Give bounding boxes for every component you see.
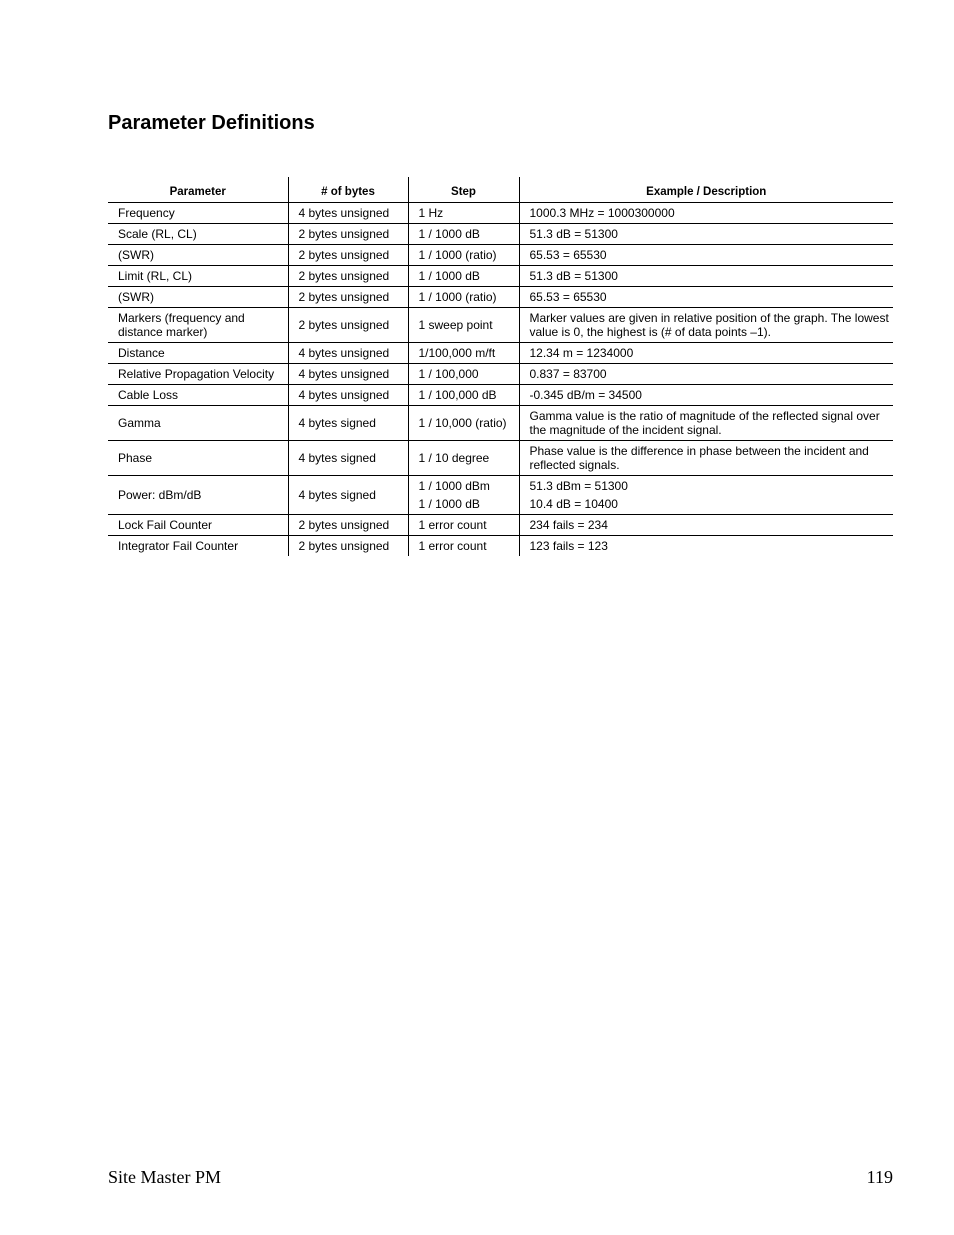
cell-example: 12.34 m = 1234000 [519, 343, 893, 364]
page-title: Parameter Definitions [108, 112, 315, 134]
table-row [108, 364, 893, 385]
cell-step: 1 sweep point [408, 308, 519, 343]
table-row [108, 406, 893, 441]
cell-step: 1 / 1000 (ratio) [408, 245, 519, 266]
header-step: Step [408, 177, 519, 203]
footer-document-title: Site Master PM [108, 1167, 222, 1187]
table-row [108, 287, 893, 308]
step-line-db: 1 / 1000 dB [418, 497, 480, 511]
cell-step: 1 / 1000 (ratio) [408, 287, 519, 308]
cell-example: Gamma value is the ratio of magnitude of the reflected signal over the magnitude of the incident signal. [519, 406, 893, 441]
cell-example: 65.53 = 65530 [519, 287, 893, 308]
cell-bytes: 4 bytes unsigned [288, 343, 408, 364]
example-line-db: 10.4 dB = 10400 [529, 497, 618, 511]
cell-example: 51.3 dB = 51300 [519, 266, 893, 287]
cell-step: 1 / 1000 dB [408, 266, 519, 287]
cell-example: 51.3 dB = 51300 [519, 224, 893, 245]
cell-step: 1 / 10,000 (ratio) [408, 406, 519, 441]
cell-bytes: 2 bytes unsigned [288, 287, 408, 308]
example-line-dbm: 51.3 dBm = 51300 [529, 479, 628, 493]
cell-parameter: Frequency [108, 203, 288, 224]
header-parameter: Parameter [108, 177, 288, 203]
cell-parameter: Limit (RL, CL) [108, 266, 288, 287]
cell-parameter: Integrator Fail Counter [118, 539, 239, 553]
cell-step: 1 / 100,000 [408, 364, 519, 385]
cell-parameter: Scale (RL, CL) [108, 224, 288, 245]
cell-parameter: (SWR) [108, 245, 288, 266]
table-row [108, 476, 893, 515]
table-row [108, 536, 893, 557]
cell-parameter: (SWR) [108, 287, 288, 308]
cell-parameter: Markers (frequency and distance marker) [108, 308, 288, 343]
cell-bytes: 4 bytes signed [288, 441, 408, 476]
cell-bytes: 2 bytes unsigned [288, 245, 408, 266]
cell-example: -0.345 dB/m = 34500 [519, 385, 893, 406]
table-row [108, 441, 893, 476]
cell-parameter: Lock Fail Counter [108, 515, 288, 536]
cell-bytes: 2 bytes unsigned [288, 224, 408, 245]
cell-parameter: Gamma [108, 406, 288, 441]
cell-step: 1 / 10 degree [408, 441, 519, 476]
cell-parameter: Relative Propagation Velocity [108, 364, 288, 385]
header-example: Example / Description [519, 177, 893, 203]
step-line-dbm: 1 / 1000 dBm [418, 479, 490, 493]
cell-parameter: Distance [108, 343, 288, 364]
footer-page-number: 119 [866, 1167, 893, 1187]
cell-bytes: 4 bytes unsigned [288, 385, 408, 406]
cell-example: Marker values are given in relative position of the graph. The lowest value is 0, the highest is (# of data points –1). [519, 308, 893, 343]
parameter-definitions-table [108, 177, 893, 556]
cell-parameter: Power: dBm/dB [108, 476, 288, 515]
table-row [108, 385, 893, 406]
cell-bytes: 2 bytes unsigned [288, 515, 408, 536]
cell-bytes: 2 bytes unsigned [288, 266, 408, 287]
cell-example: 234 fails = 234 [519, 515, 893, 536]
cell-step: 1 error count [408, 515, 519, 536]
cell-step: 1 error count [408, 536, 519, 557]
cell-bytes: 4 bytes signed [288, 476, 408, 515]
table-row [108, 245, 893, 266]
cell-step: 1 / 100,000 dB [408, 385, 519, 406]
cell-example [519, 476, 893, 515]
header-bytes: # of bytes [288, 177, 408, 203]
cell-step: 1 Hz [408, 203, 519, 224]
table-row [108, 203, 893, 224]
table-row [108, 343, 893, 364]
cell-example: 1000.3 MHz = 1000300000 [519, 203, 893, 224]
cell-bytes: 2 bytes unsigned [288, 536, 408, 557]
table-row [108, 266, 893, 287]
cell-step: 1 / 1000 dB [408, 224, 519, 245]
cell-bytes: 4 bytes signed [288, 406, 408, 441]
cell-parameter: Cable Loss [108, 385, 288, 406]
cell-example: 65.53 = 65530 [519, 245, 893, 266]
cell-bytes: 4 bytes unsigned [288, 364, 408, 385]
cell-parameter: Phase [108, 441, 288, 476]
cell-step: 1/100,000 m/ft [408, 343, 519, 364]
cell-example: Phase value is the difference in phase between the incident and reflected signals. [519, 441, 893, 476]
cell-bytes: 2 bytes unsigned [288, 308, 408, 343]
table-row [108, 515, 893, 536]
table-header-row [108, 177, 893, 203]
cell-example: 0.837 = 83700 [519, 364, 893, 385]
cell-example: 123 fails = 123 [519, 536, 893, 557]
cell-step [408, 476, 519, 515]
table-row [108, 224, 893, 245]
cell-bytes: 4 bytes unsigned [288, 203, 408, 224]
table-row [108, 308, 893, 343]
